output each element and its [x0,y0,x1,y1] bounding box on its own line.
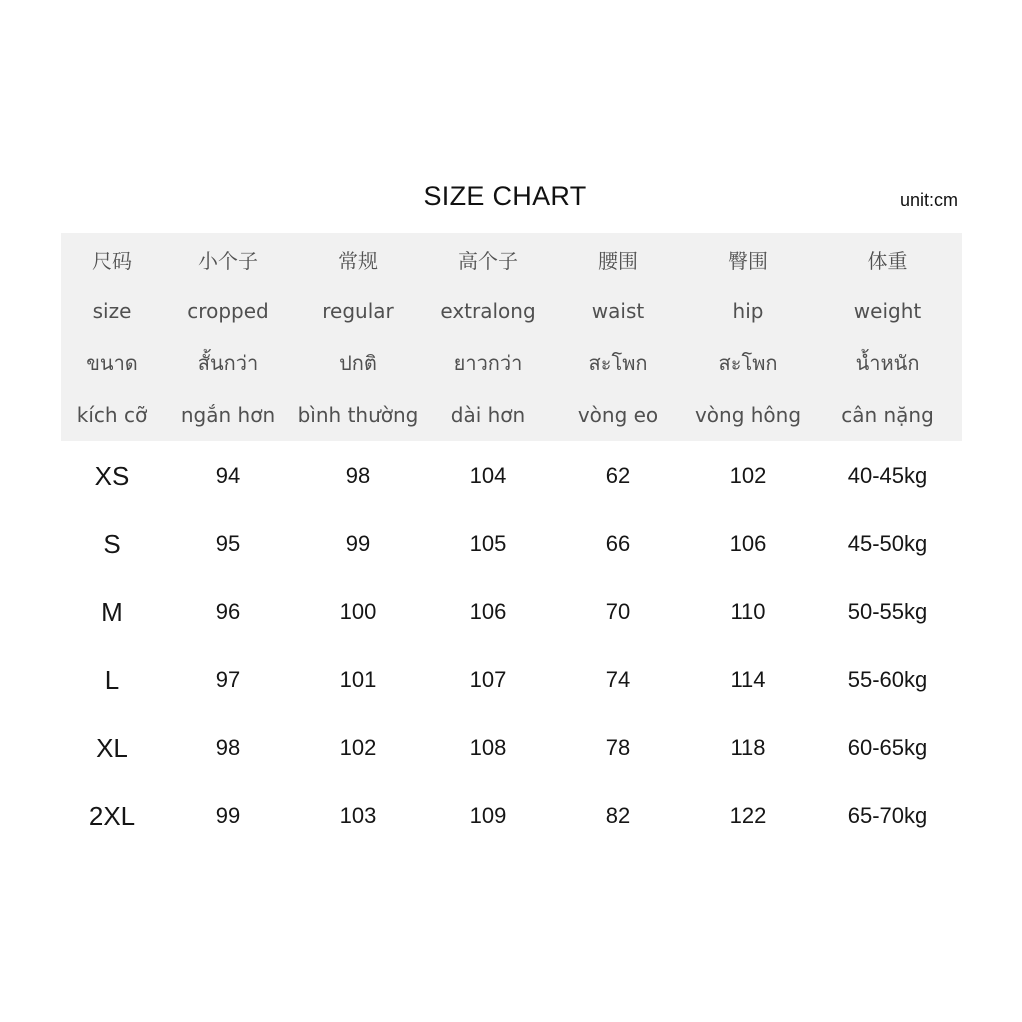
header-cell-extralong: 高个子 [458,248,518,273]
header-cell-waist: 腰围 [598,248,638,273]
weight-value: 40-45kg [847,463,928,488]
weight-value: 55-60kg [847,667,928,692]
size-value: L [104,664,120,695]
header-cell-cropped: cropped [187,299,269,323]
table-row [61,646,962,714]
header-cell-extralong: dài hơn [450,403,526,427]
header-cell-extralong: ยาวกว่า [453,351,523,375]
waist-value: 74 [605,667,631,692]
hip-value: 110 [730,599,766,624]
header-row-vietnamese [61,389,962,441]
header-cell-cropped: สั้นกว่า [197,351,259,375]
table-row [61,578,962,646]
cropped-value: 99 [215,803,241,828]
hip-value: 122 [729,803,767,828]
header-cell-regular: bình thường [297,403,419,427]
header-cell-hip: 臀围 [728,248,768,273]
header-cell-cropped: 小个子 [198,248,258,273]
header-row-chinese [61,233,962,285]
hip-value: 114 [730,667,766,692]
header-cell-weight: 体重 [867,248,908,273]
header-cell-weight: น้ำหนัก [855,351,920,375]
header-cell-hip: vòng hông [694,403,802,427]
header-cell-hip: สะโพก [718,351,778,375]
cropped-value: 97 [215,667,241,692]
waist-value: 70 [605,599,631,624]
cropped-value: 94 [215,463,241,488]
size-chart-title: SIZE CHART [423,181,587,211]
header-cell-size: kích cỡ [76,403,148,427]
regular-value: 103 [339,803,377,828]
hip-value: 118 [730,735,766,760]
waist-value: 78 [605,735,631,760]
extralong-value: 107 [469,667,507,692]
header-cell-weight: cân nặng [841,403,934,427]
extralong-value: 105 [469,531,507,556]
header-cell-regular: ปกติ [339,351,377,375]
table-row [61,510,962,578]
cropped-value: 95 [215,531,241,556]
cropped-value: 96 [215,599,241,624]
header-cell-waist: สะโพก [588,351,648,375]
size-value: M [101,596,123,627]
header-cell-size: size [92,299,132,323]
size-value: 2XL [88,800,136,831]
header-row-thai [61,337,962,389]
weight-value: 60-65kg [847,735,928,760]
header-cell-size: ขนาด [86,351,138,375]
weight-value: 45-50kg [847,531,928,556]
waist-value: 66 [605,531,631,556]
hip-value: 106 [729,531,767,556]
regular-value: 98 [345,463,371,488]
header-row-english [61,285,962,337]
size-value: XS [94,460,130,491]
extralong-value: 106 [469,599,507,624]
table-row [61,714,962,782]
waist-value: 82 [605,803,631,828]
header-cell-regular: regular [322,299,394,323]
header-cell-regular: 常规 [338,248,378,273]
size-value: S [103,528,121,559]
regular-value: 101 [339,667,377,692]
header-cell-cropped: ngắn hơn [180,403,276,427]
header-cell-weight: weight [853,299,922,323]
extralong-value: 108 [469,735,507,760]
size-value: XL [96,732,128,763]
hip-value: 102 [729,463,767,488]
header-cell-extralong: extralong [440,299,536,323]
extralong-value: 109 [469,803,507,828]
unit-label: unit:cm [899,190,958,210]
weight-value: 65-70kg [847,803,928,828]
weight-value: 50-55kg [847,599,928,624]
waist-value: 62 [605,463,631,488]
regular-value: 100 [339,599,377,624]
header-cell-hip: hip [732,299,764,323]
regular-value: 99 [345,531,371,556]
header-cell-size: 尺码 [92,248,132,273]
extralong-value: 104 [469,463,507,488]
header-cell-waist: waist [591,299,645,323]
table-row [61,442,962,510]
cropped-value: 98 [215,735,241,760]
regular-value: 102 [339,735,377,760]
table-row [61,782,962,850]
header-cell-waist: vòng eo [577,403,659,427]
